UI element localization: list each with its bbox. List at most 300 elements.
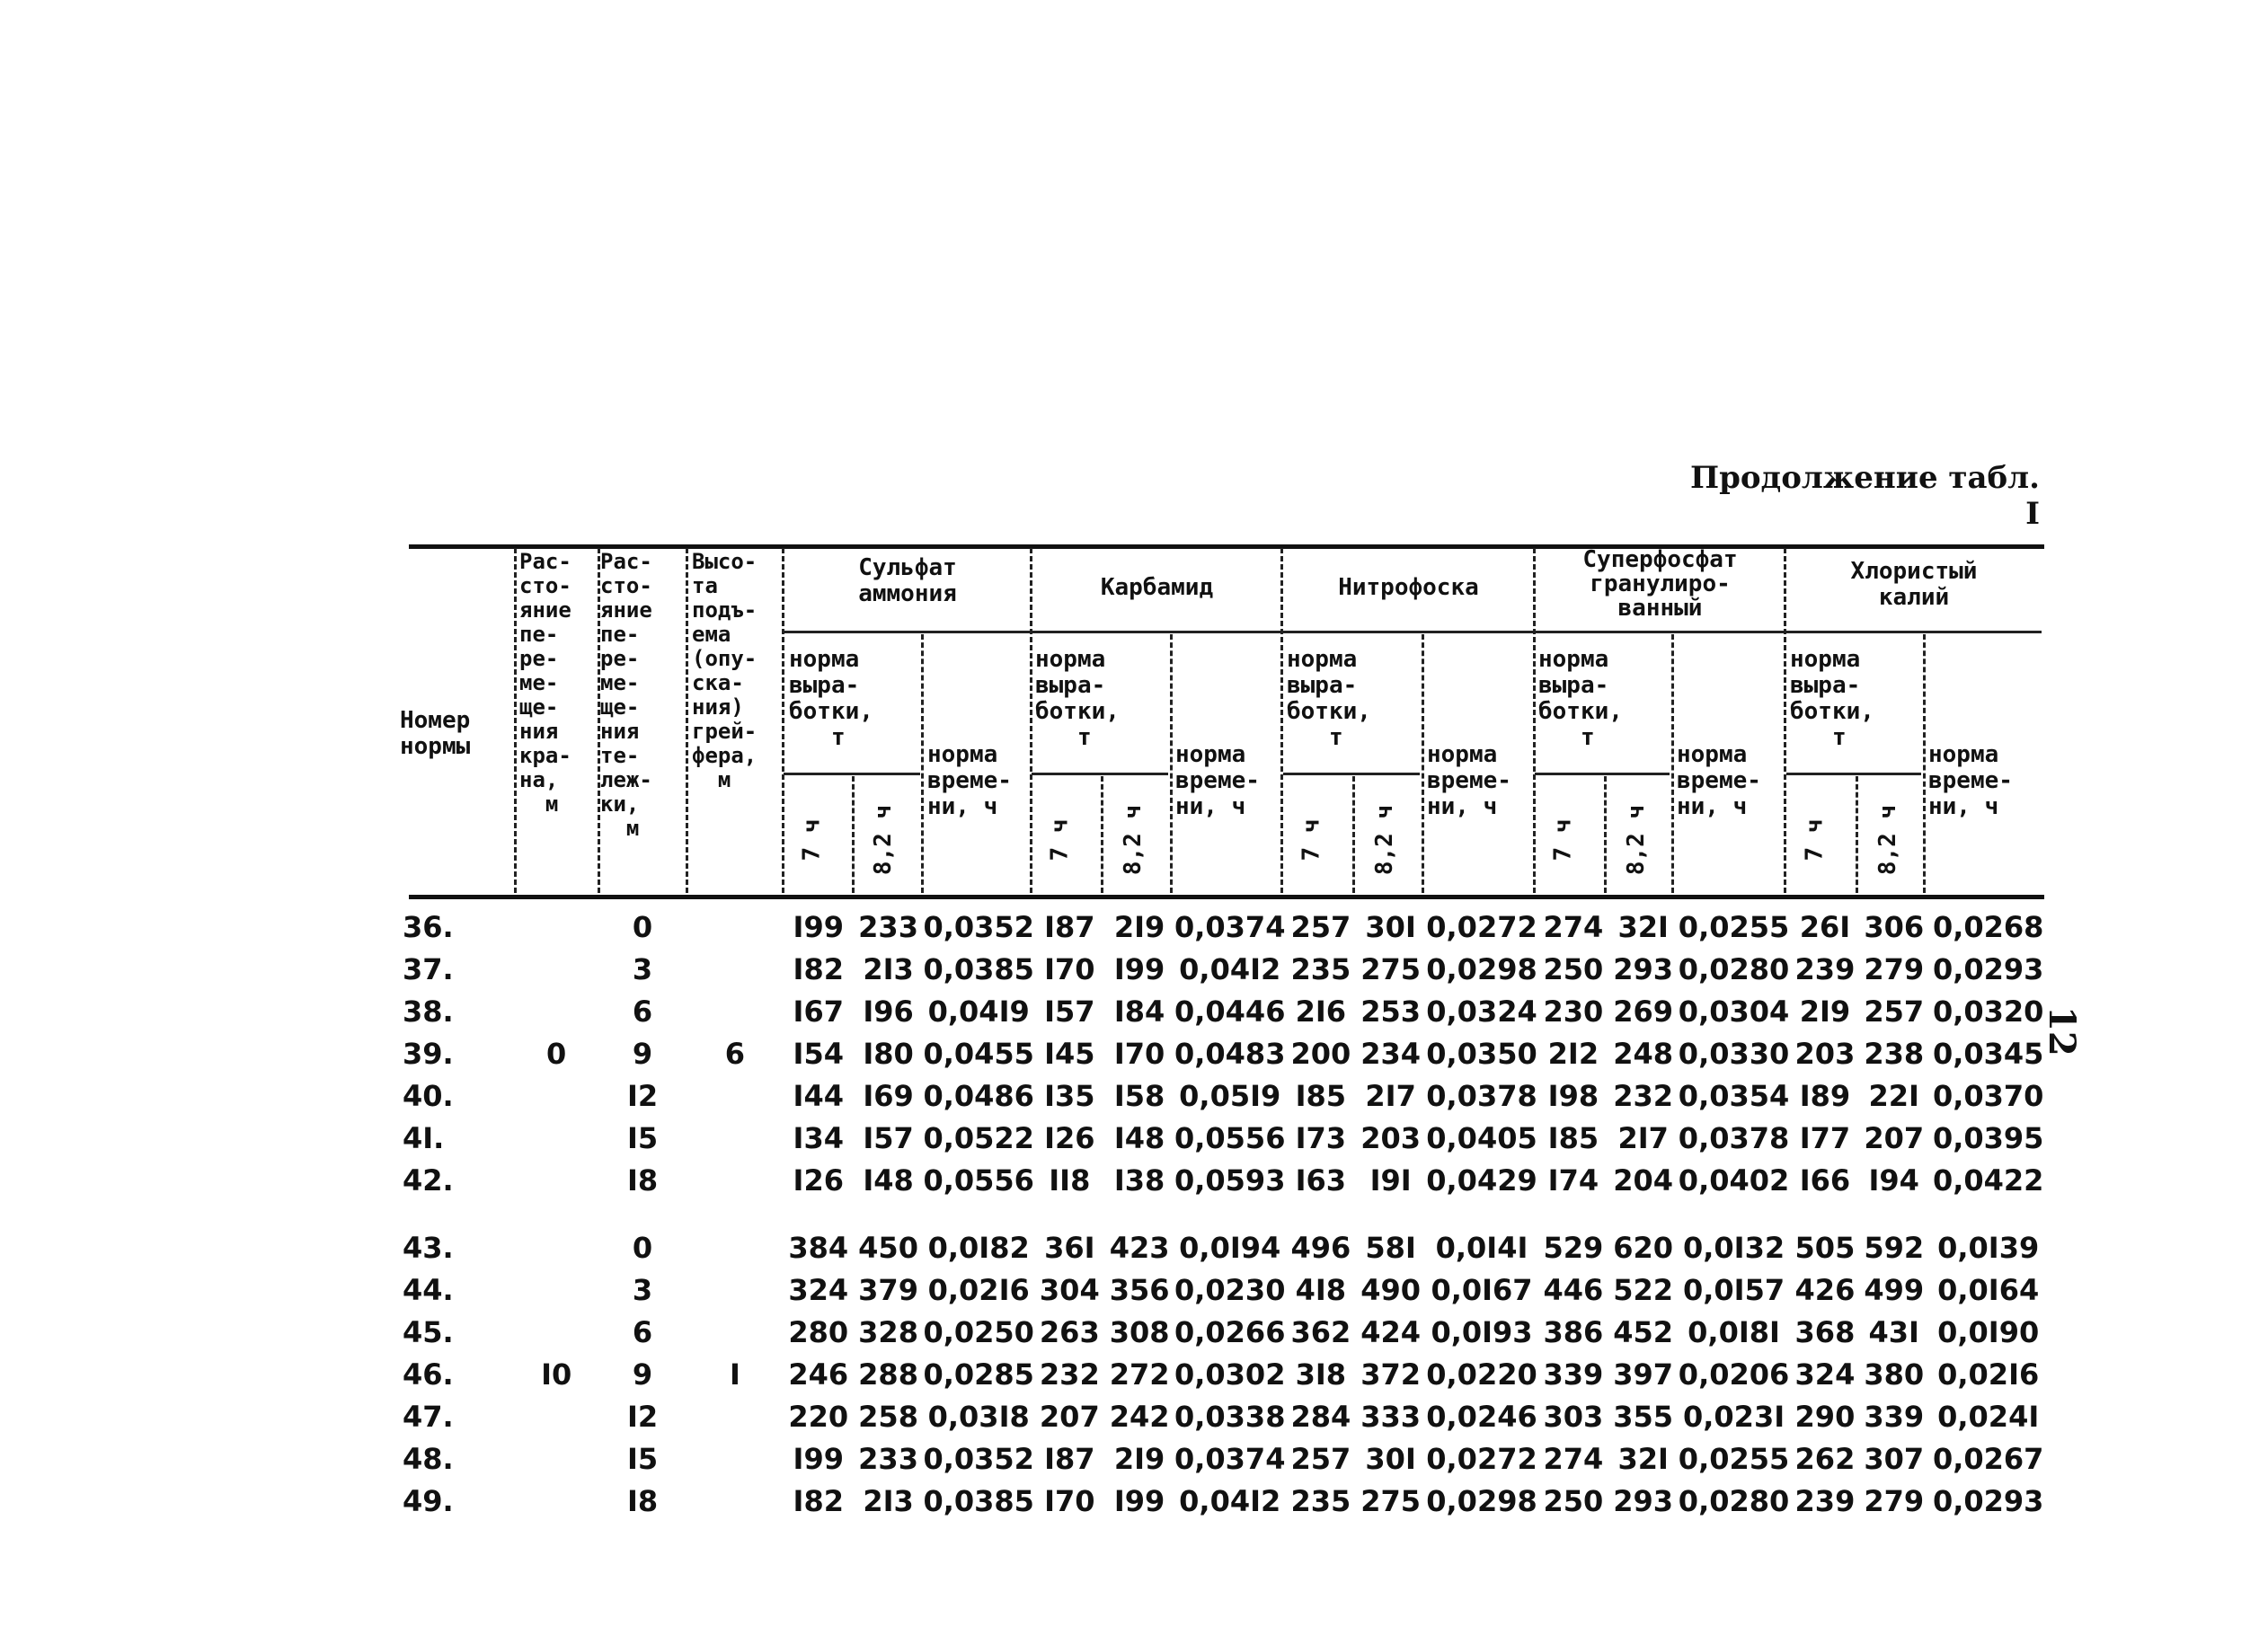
sub-rule — [1535, 773, 1670, 775]
value-cell: 0,03I8 — [927, 1399, 1030, 1434]
value-cell: I99 — [793, 1441, 844, 1476]
value-cell: I89 — [1799, 1078, 1851, 1113]
trolley-distance: I8 — [626, 1162, 659, 1198]
header-lift-height: Высо- та подъ- ема (опу- ска- ния) грей- фера, м — [692, 549, 757, 792]
value-cell: 0,0268 — [1932, 909, 2044, 944]
value-cell: 279 — [1864, 951, 1925, 986]
value-cell: I85 — [1547, 1120, 1599, 1155]
value-cell: 426 — [1794, 1272, 1856, 1307]
value-cell: 362 — [1290, 1314, 1351, 1349]
trolley-distance: 3 — [632, 1272, 653, 1307]
header-divider — [514, 548, 517, 893]
value-cell: 279 — [1864, 1483, 1925, 1518]
value-cell: 58I — [1365, 1230, 1416, 1265]
value-cell: I48 — [863, 1162, 914, 1198]
value-cell: 0,0I94 — [1179, 1230, 1281, 1265]
lift-height — [687, 948, 783, 990]
value-cell: I9I — [1369, 1162, 1412, 1198]
value-cell: 368 — [1794, 1314, 1856, 1349]
value-cell: 248 — [1613, 1036, 1674, 1071]
norm-number: 39. — [403, 1036, 454, 1071]
value-cell: 2I2 — [1547, 1036, 1599, 1071]
hours-8-2-label: 8,2 ч — [1874, 804, 1902, 876]
spacer-cell — [395, 1201, 2049, 1226]
value-cell: 0,0304 — [1678, 994, 1790, 1029]
value-cell: 0,0I57 — [1682, 1272, 1785, 1307]
crane-distance — [515, 1311, 598, 1353]
value-cell: 235 — [1290, 1483, 1351, 1518]
norm-output-label: норма выра- ботки, т — [1790, 646, 1874, 751]
sub-rule — [1032, 773, 1168, 775]
value-cell: I73 — [1295, 1120, 1347, 1155]
header-divider — [1030, 548, 1032, 893]
header-divider — [782, 548, 784, 893]
lift-height — [687, 1437, 783, 1480]
value-cell: 0,0486 — [923, 1078, 1034, 1113]
table-row — [395, 1032, 2049, 1074]
value-cell: 2I9 — [1113, 909, 1165, 944]
value-cell: 0,0230 — [1174, 1272, 1286, 1307]
value-cell: 0,0280 — [1678, 951, 1790, 986]
value-cell: 233 — [858, 909, 918, 944]
norm-number: 40. — [403, 1078, 454, 1113]
value-cell: I99 — [1113, 951, 1165, 986]
value-cell: 207 — [1039, 1399, 1100, 1434]
value-cell: 250 — [1543, 1483, 1604, 1518]
value-cell: I34 — [793, 1120, 844, 1155]
value-cell: 522 — [1613, 1272, 1674, 1307]
header-distance-crane: Рас- сто- яние пе- ре- ме- ще- ния кра- на, м — [519, 549, 571, 817]
sub-divider — [1604, 776, 1607, 893]
value-cell: 275 — [1360, 1483, 1422, 1518]
value-cell: 0,0422 — [1932, 1162, 2044, 1198]
value-cell: II8 — [1049, 1162, 1091, 1198]
lift-height — [687, 1226, 783, 1268]
value-cell: 203 — [1794, 1036, 1856, 1071]
hours-8-2-label: 8,2 ч — [870, 804, 898, 876]
value-cell: I63 — [1295, 1162, 1347, 1198]
value-cell: 30I — [1365, 1441, 1416, 1476]
trolley-distance: I5 — [626, 1441, 659, 1476]
norm-number: 36. — [403, 909, 454, 944]
value-cell: 0,0266 — [1174, 1314, 1286, 1349]
table-row — [395, 1311, 2049, 1353]
sub-divider — [852, 776, 855, 893]
trolley-distance: I8 — [626, 1483, 659, 1518]
sub-rule — [1283, 773, 1420, 775]
table-row — [395, 1395, 2049, 1437]
hours-7-label: 7 ч — [798, 818, 826, 862]
norms-table — [395, 906, 2049, 1522]
value-cell: 0,0320 — [1932, 994, 2044, 1029]
norm-number: 43. — [403, 1230, 454, 1265]
crane-distance — [515, 1437, 598, 1480]
norm-number: 46. — [403, 1357, 454, 1392]
value-cell: 0,0I90 — [1937, 1314, 2040, 1349]
hours-7-label: 7 ч — [1801, 818, 1829, 862]
table-row — [395, 948, 2049, 990]
value-cell: 0,04I9 — [927, 994, 1030, 1029]
value-cell: 257 — [1290, 909, 1351, 944]
value-cell: 0,0405 — [1426, 1120, 1537, 1155]
value-cell: 0,0593 — [1174, 1162, 1286, 1198]
value-cell: 0,0350 — [1426, 1036, 1537, 1071]
value-cell: I99 — [793, 909, 844, 944]
value-cell: 0,0255 — [1678, 1441, 1790, 1476]
value-cell: I80 — [863, 1036, 914, 1071]
norm-number: 4I. — [403, 1120, 445, 1155]
value-cell: I87 — [1044, 1441, 1095, 1476]
lift-height — [687, 1268, 783, 1311]
sub-divider — [1923, 634, 1926, 893]
crane-distance — [515, 1395, 598, 1437]
header-divider — [686, 548, 688, 893]
value-cell: 0,0556 — [1174, 1120, 1286, 1155]
norm-number: 47. — [403, 1399, 454, 1434]
value-cell: 2I9 — [1799, 994, 1851, 1029]
hours-8-2-label: 8,2 ч — [1371, 804, 1399, 876]
product-header: Карбамид — [1100, 574, 1214, 601]
value-cell: 233 — [858, 1441, 918, 1476]
value-cell: I45 — [1044, 1036, 1095, 1071]
value-cell: 328 — [858, 1314, 918, 1349]
product-header: Хлористый калий — [1850, 558, 1978, 611]
table-row — [395, 1117, 2049, 1159]
value-cell: 496 — [1290, 1230, 1351, 1265]
value-cell: 0,0250 — [923, 1314, 1034, 1349]
value-cell: 253 — [1360, 994, 1422, 1029]
value-cell: 397 — [1613, 1357, 1674, 1392]
norm-number: 45. — [403, 1314, 454, 1349]
crane-distance — [515, 906, 598, 948]
value-cell: 324 — [788, 1272, 849, 1307]
page-number: 12 — [2041, 1006, 2083, 1056]
crane-distance — [515, 1117, 598, 1159]
value-cell: 274 — [1543, 909, 1604, 944]
header-distance-trolley: Рас- сто- яние пе- ре- ме- ще- ния те- леж- ки, м — [600, 549, 652, 841]
value-cell: I48 — [1113, 1120, 1165, 1155]
norm-time-label: норма време- ни, ч — [1677, 741, 1761, 820]
value-cell: 2I6 — [1295, 994, 1347, 1029]
value-cell: 356 — [1109, 1272, 1170, 1307]
norm-output-label: норма выра- ботки, т — [789, 646, 873, 751]
value-cell: 232 — [1613, 1078, 1674, 1113]
value-cell: 0,0298 — [1426, 951, 1537, 986]
value-cell: 275 — [1360, 951, 1422, 986]
value-cell: 246 — [788, 1357, 849, 1392]
value-cell: 490 — [1360, 1272, 1422, 1307]
value-cell: I54 — [793, 1036, 844, 1071]
crane-distance — [515, 990, 598, 1032]
norm-number: 38. — [403, 994, 454, 1029]
crane-distance: I0 — [541, 1357, 572, 1392]
value-cell: 0,0374 — [1174, 909, 1286, 944]
value-cell: 239 — [1794, 1483, 1856, 1518]
header-top-rule — [409, 544, 2044, 549]
value-cell: 22I — [1868, 1078, 1919, 1113]
value-cell: 303 — [1543, 1399, 1604, 1434]
value-cell: I85 — [1295, 1078, 1347, 1113]
value-cell: 0,0I39 — [1937, 1230, 2040, 1265]
value-cell: 0,0446 — [1174, 994, 1286, 1029]
norm-number: 48. — [403, 1441, 454, 1476]
value-cell: 620 — [1613, 1230, 1674, 1265]
value-cell: I70 — [1044, 1483, 1095, 1518]
value-cell: 242 — [1109, 1399, 1170, 1434]
value-cell: 355 — [1613, 1399, 1674, 1434]
value-cell: 0,0385 — [923, 1483, 1034, 1518]
lift-height — [687, 1117, 783, 1159]
trolley-distance: 3 — [632, 951, 653, 986]
value-cell: 0,02I6 — [927, 1272, 1030, 1307]
value-cell: 0,0298 — [1426, 1483, 1537, 1518]
norm-number: 49. — [403, 1483, 454, 1518]
value-cell: 333 — [1360, 1399, 1422, 1434]
value-cell: I87 — [1044, 909, 1095, 944]
sub-divider — [1352, 776, 1355, 893]
crane-distance — [515, 1268, 598, 1311]
value-cell: 284 — [1290, 1399, 1351, 1434]
trolley-distance: I2 — [626, 1399, 659, 1434]
value-cell: 372 — [1360, 1357, 1422, 1392]
value-cell: 32I — [1617, 1441, 1669, 1476]
value-cell: I26 — [1044, 1120, 1095, 1155]
value-cell: 0,0402 — [1678, 1162, 1790, 1198]
lift-height: I — [729, 1357, 740, 1392]
value-cell: 0,023I — [1682, 1399, 1785, 1434]
table-row — [395, 1268, 2049, 1311]
value-cell: 529 — [1543, 1230, 1604, 1265]
norm-output-label: норма выра- ботки, т — [1538, 646, 1623, 751]
value-cell: 232 — [1039, 1357, 1100, 1392]
value-cell: 0,0280 — [1678, 1483, 1790, 1518]
value-cell: 262 — [1794, 1441, 1856, 1476]
value-cell: 32I — [1617, 909, 1669, 944]
value-cell: 274 — [1543, 1441, 1604, 1476]
table-row — [395, 1480, 2049, 1522]
value-cell: 0,05I9 — [1179, 1078, 1281, 1113]
value-cell: I57 — [863, 1120, 914, 1155]
value-cell: I77 — [1799, 1120, 1851, 1155]
value-cell: 0,0324 — [1426, 994, 1537, 1029]
value-cell: 0,0370 — [1932, 1078, 2044, 1113]
sub-divider — [921, 634, 924, 893]
value-cell: 0,0220 — [1426, 1357, 1537, 1392]
value-cell: 306 — [1864, 909, 1925, 944]
hours-8-2-label: 8,2 ч — [1623, 804, 1651, 876]
value-cell: 257 — [1290, 1441, 1351, 1476]
group-spacer — [395, 1201, 2049, 1226]
value-cell: 380 — [1864, 1357, 1925, 1392]
value-cell: 0,0330 — [1678, 1036, 1790, 1071]
value-cell: 293 — [1613, 951, 1674, 986]
table-continuation-caption: Продолжение табл. I — [1690, 460, 2040, 532]
value-cell: 200 — [1290, 1036, 1351, 1071]
value-cell: 280 — [788, 1314, 849, 1349]
value-cell: 0,0483 — [1174, 1036, 1286, 1071]
value-cell: 203 — [1360, 1120, 1422, 1155]
value-cell: 290 — [1794, 1399, 1856, 1434]
value-cell: I94 — [1868, 1162, 1919, 1198]
value-cell: I74 — [1547, 1162, 1599, 1198]
value-cell: 0,0255 — [1678, 909, 1790, 944]
value-cell: 0,0338 — [1174, 1399, 1286, 1434]
value-cell: 0,0385 — [923, 951, 1034, 986]
value-cell: I84 — [1113, 994, 1165, 1029]
value-cell: 250 — [1543, 951, 1604, 986]
value-cell: 230 — [1543, 994, 1604, 1029]
value-cell: 30I — [1365, 909, 1416, 944]
value-cell: I96 — [863, 994, 914, 1029]
value-cell: I44 — [793, 1078, 844, 1113]
value-cell: 0,0267 — [1932, 1441, 2044, 1476]
value-cell: 272 — [1109, 1357, 1170, 1392]
header-divider — [1784, 548, 1786, 893]
value-cell: 258 — [858, 1399, 918, 1434]
value-cell: I82 — [793, 1483, 844, 1518]
value-cell: 0,0I82 — [927, 1230, 1030, 1265]
value-cell: 4I8 — [1295, 1272, 1347, 1307]
value-cell: 0,0395 — [1932, 1120, 2044, 1155]
value-cell: 386 — [1543, 1314, 1604, 1349]
value-cell: I58 — [1113, 1078, 1165, 1113]
value-cell: 36I — [1044, 1230, 1095, 1265]
product-header: Сульфат аммония — [858, 554, 957, 607]
crane-distance — [515, 1480, 598, 1522]
value-cell: 43I — [1868, 1314, 1919, 1349]
lift-height — [687, 1074, 783, 1117]
value-cell: 293 — [1613, 1483, 1674, 1518]
value-cell: 2I7 — [1365, 1078, 1416, 1113]
value-cell: I67 — [793, 994, 844, 1029]
value-cell: 26I — [1799, 909, 1851, 944]
product-header-rule — [784, 631, 2042, 633]
value-cell: I70 — [1113, 1036, 1165, 1071]
value-cell: 0,0I8I — [1688, 1314, 1780, 1349]
trolley-distance: 9 — [632, 1036, 653, 1071]
value-cell: 308 — [1109, 1314, 1170, 1349]
norm-number: 37. — [403, 951, 454, 986]
sub-rule — [1786, 773, 1921, 775]
hours-7-label: 7 ч — [1298, 818, 1325, 862]
lift-height — [687, 990, 783, 1032]
value-cell: 257 — [1864, 994, 1925, 1029]
lift-height — [687, 1395, 783, 1437]
norm-number: 44. — [403, 1272, 454, 1307]
sub-divider — [1856, 776, 1858, 893]
value-cell: 0,0I32 — [1682, 1230, 1785, 1265]
table-row — [395, 1074, 2049, 1117]
value-cell: 379 — [858, 1272, 918, 1307]
table-row — [395, 1159, 2049, 1201]
norm-time-label: норма време- ни, ч — [1175, 741, 1260, 820]
value-cell: 339 — [1864, 1399, 1925, 1434]
value-cell: 288 — [858, 1357, 918, 1392]
value-cell: 0,0246 — [1426, 1399, 1537, 1434]
value-cell: 0,0455 — [923, 1036, 1034, 1071]
value-cell: 0,0522 — [923, 1120, 1034, 1155]
trolley-distance: 0 — [632, 909, 653, 944]
norm-number: 42. — [403, 1162, 454, 1198]
norm-time-label: норма време- ни, ч — [927, 741, 1012, 820]
norm-output-label: норма выра- ботки, т — [1287, 646, 1371, 751]
value-cell: I98 — [1547, 1078, 1599, 1113]
crane-distance: 0 — [546, 1036, 567, 1071]
value-cell: 2I9 — [1113, 1441, 1165, 1476]
value-cell: 3I8 — [1295, 1357, 1347, 1392]
header-divider — [1280, 548, 1283, 893]
trolley-distance: I2 — [626, 1078, 659, 1113]
table-row — [395, 1226, 2049, 1268]
lift-height: 6 — [724, 1036, 746, 1071]
value-cell: 450 — [858, 1230, 918, 1265]
sub-rule — [784, 773, 920, 775]
value-cell: 0,0302 — [1174, 1357, 1286, 1392]
value-cell: 423 — [1109, 1230, 1170, 1265]
crane-distance — [515, 1159, 598, 1201]
hours-7-label: 7 ч — [1549, 818, 1577, 862]
value-cell: 0,0293 — [1932, 1483, 2044, 1518]
value-cell: 263 — [1039, 1314, 1100, 1349]
sub-divider — [1422, 634, 1424, 893]
product-header: Суперфосфат гранулиро- ванный — [1582, 546, 1738, 622]
crane-distance — [515, 948, 598, 990]
value-cell: 0,0556 — [923, 1162, 1034, 1198]
value-cell: 0,0206 — [1678, 1357, 1790, 1392]
value-cell: I38 — [1113, 1162, 1165, 1198]
value-cell: I99 — [1113, 1483, 1165, 1518]
value-cell: 0,0352 — [923, 909, 1034, 944]
value-cell: 269 — [1613, 994, 1674, 1029]
crane-distance — [515, 1226, 598, 1268]
value-cell: 0,04I2 — [1179, 1483, 1281, 1518]
value-cell: 0,0354 — [1678, 1078, 1790, 1113]
value-cell: 307 — [1864, 1441, 1925, 1476]
value-cell: I82 — [793, 951, 844, 986]
header-row-label: Номер нормы — [400, 707, 471, 760]
table-row — [395, 906, 2049, 948]
value-cell: 499 — [1864, 1272, 1925, 1307]
hours-7-label: 7 ч — [1046, 818, 1074, 862]
norm-output-label: норма выра- ботки, т — [1035, 646, 1120, 751]
value-cell: 0,0345 — [1932, 1036, 2044, 1071]
sub-divider — [1101, 776, 1103, 893]
value-cell: 0,0293 — [1932, 951, 2044, 986]
value-cell: 0,0429 — [1426, 1162, 1537, 1198]
value-cell: 324 — [1794, 1357, 1856, 1392]
lift-height — [687, 1159, 783, 1201]
header-divider — [598, 548, 600, 893]
value-cell: 207 — [1864, 1120, 1925, 1155]
header-divider — [1533, 548, 1536, 893]
product-header: Нитрофоска — [1338, 574, 1479, 601]
value-cell: 204 — [1613, 1162, 1674, 1198]
sub-divider — [1671, 634, 1674, 893]
value-cell: 235 — [1290, 951, 1351, 986]
value-cell: 2I3 — [863, 1483, 914, 1518]
value-cell: 0,024I — [1937, 1399, 2040, 1434]
value-cell: 0,0I93 — [1431, 1314, 1533, 1349]
header-bottom-rule — [409, 895, 2044, 899]
value-cell: 446 — [1543, 1272, 1604, 1307]
value-cell: 0,0272 — [1426, 1441, 1537, 1476]
value-cell: I66 — [1799, 1162, 1851, 1198]
value-cell: 0,0I64 — [1937, 1272, 2040, 1307]
table-row — [395, 1437, 2049, 1480]
value-cell: 239 — [1794, 951, 1856, 986]
value-cell: 234 — [1360, 1036, 1422, 1071]
value-cell: I57 — [1044, 994, 1095, 1029]
